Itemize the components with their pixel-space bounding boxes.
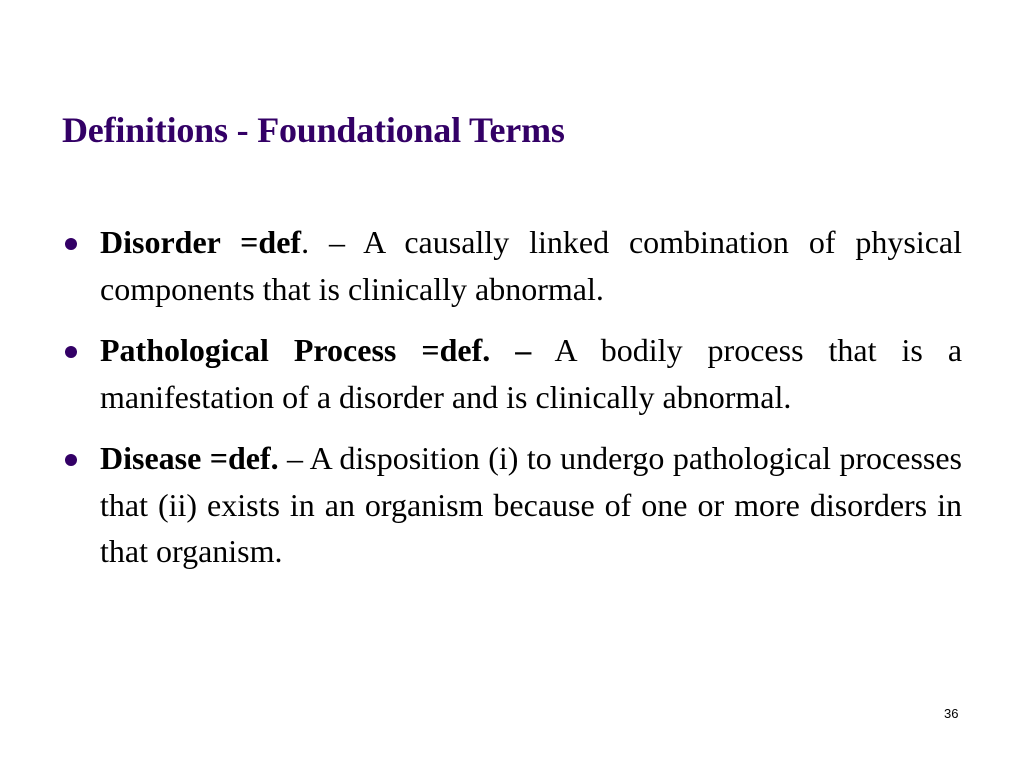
definition-text: A disposition (i) to undergo pathological processes that (ii) exists in an organism because of one or more disorders in that organism.	[100, 440, 963, 569]
definition-separator: –	[278, 440, 310, 476]
page-number: 36	[944, 706, 959, 721]
definition-term: Disorder =def	[100, 224, 302, 260]
definition-item-pathological-process	[63, 327, 962, 420]
bullet-icon	[65, 454, 77, 466]
bullet-icon	[65, 238, 77, 250]
definition-term: Pathological Process =def. –	[100, 332, 532, 368]
definition-text: A bodily process that is a manifestation of a disorder and is clinically abnormal.	[100, 332, 963, 415]
definition-term: Disease =def.	[100, 440, 279, 476]
definition-separator: . –	[301, 224, 364, 260]
slide-title: Definitions - Foundational Terms	[62, 110, 565, 150]
bullet-icon	[65, 346, 77, 358]
definition-item-disease	[63, 435, 962, 575]
definition-item-disorder	[63, 219, 962, 312]
definition-list	[63, 219, 962, 590]
definition-text: A causally linked combination of physical components that is clinically abnormal.	[100, 224, 963, 307]
definition-separator	[531, 332, 554, 368]
